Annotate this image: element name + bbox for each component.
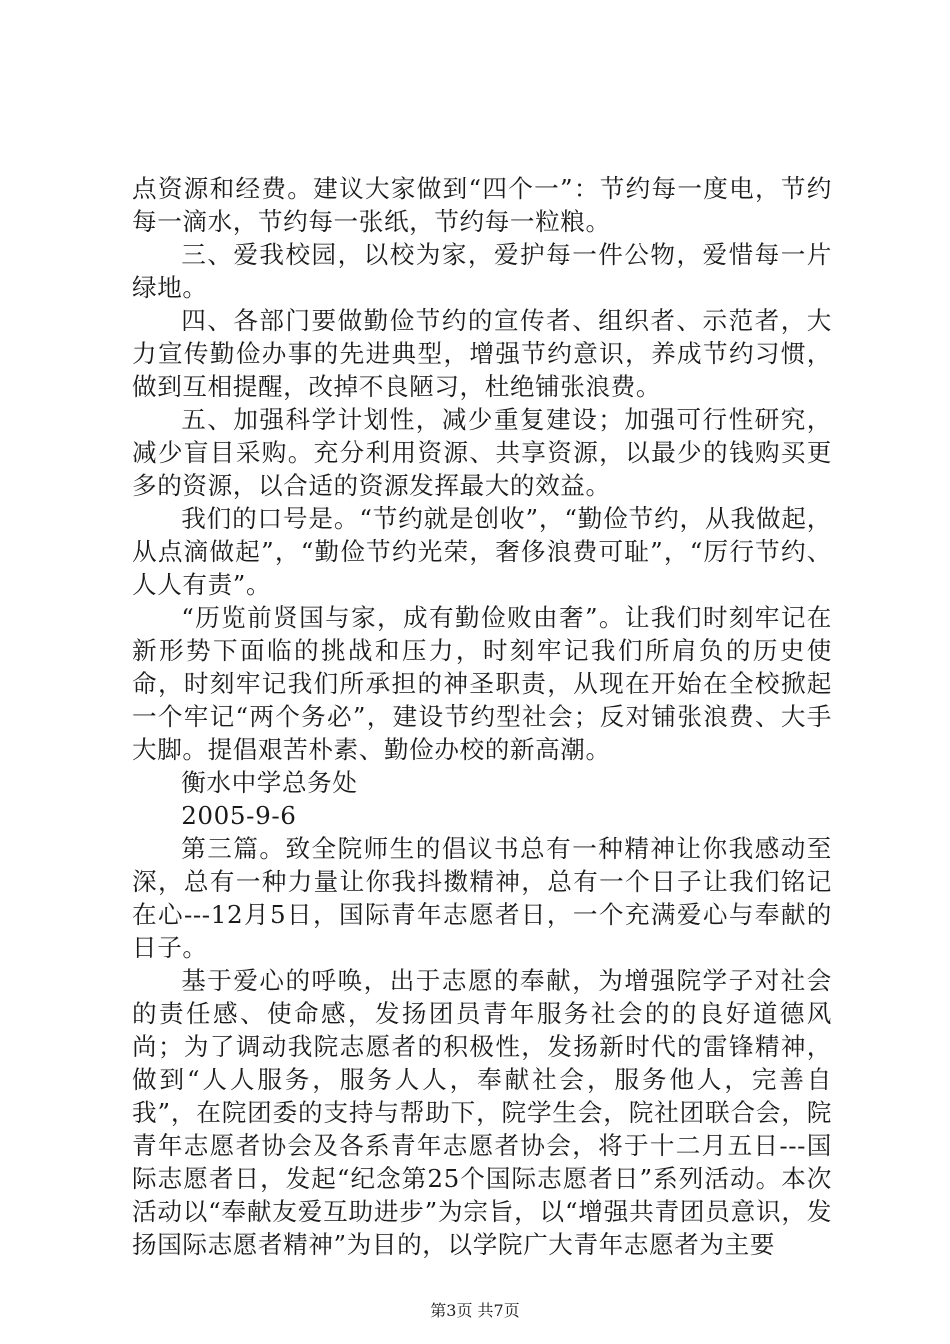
page-footer: 第3页 共7页 bbox=[430, 1301, 520, 1320]
paragraph-4: 五、加强科学计划性，减少重复建设；加强可行性研究，减少盲目采购。充分利用资源、共享资源，以最少的钱购买更多的资源，以合适的资源发挥最大的效益。 bbox=[132, 405, 832, 500]
paragraph-7: 第三篇。致全院师生的倡议书总有一种精神让你我感动至深，总有一种力量让你我抖擞精神，总有一个日子让我们铭记在心---12月5日，国际青年志愿者日，一个充满爱心与奉献的日子。 bbox=[132, 834, 832, 962]
signature-date: 2005-9-6 bbox=[181, 801, 297, 830]
document-body bbox=[132, 172, 832, 1261]
paragraph-6: “历览前贤国与家，成有勤俭败由奢”。让我们时刻牢记在新形势下面临的挑战和压力，时刻牢记我们所肩负的历史使命，时刻牢记我们所承担的神圣职责，从现在开始在全校掀起一个牢记“两个务必”，建设节约型社会；反对铺张浪费、大手大脚。提倡艰苦朴素、勤俭办校的新高潮。 bbox=[132, 603, 832, 764]
paragraph-1: 点资源和经费。建议大家做到“四个一”：节约每一度电，节约每一滴水，节约每一张纸，节约每一粒粮。 bbox=[132, 174, 832, 236]
paragraph-3: 四、各部门要做勤俭节约的宣传者、组织者、示范者，大力宣传勤俭办事的先进典型，增强节约意识，养成节约习惯，做到互相提醒，改掉不良陋习，杜绝铺张浪费。 bbox=[132, 306, 832, 401]
signature-org: 衡水中学总务处 bbox=[181, 768, 358, 797]
paragraph-2: 三、爱我校园，以校为家，爱护每一件公物，爱惜每一片绿地。 bbox=[132, 240, 832, 302]
paragraph-8: 基于爱心的呼唤，出于志愿的奉献，为增强院学子对社会的责任感、使命感，发扬团员青年服务社会的的良好道德风尚；为了调动我院志愿者的积极性，发扬新时代的雷锋精神，做到“人人服务，服务人人，奉献社会，服务他人，完善自我”，在院团委的支持与帮助下，院学生会，院社团联合会，院青年志愿者协会及各系青年志愿者协会，将于十二月五日---国际志愿者日，发起“纪念第25个国际志愿者日”系列活动。本次活动以“奉献友爱互助进步”为宗旨，以“增强共青团员意识，发扬国际志愿者精神”为目的，以学院广大青年志愿者为主要 bbox=[132, 966, 832, 1259]
paragraph-5: 我们的口号是。“节约就是创收”，“勤俭节约，从我做起，从点滴做起”，“勤俭节约光荣，奢侈浪费可耻”，“厉行节约、人人有责”。 bbox=[132, 504, 832, 599]
